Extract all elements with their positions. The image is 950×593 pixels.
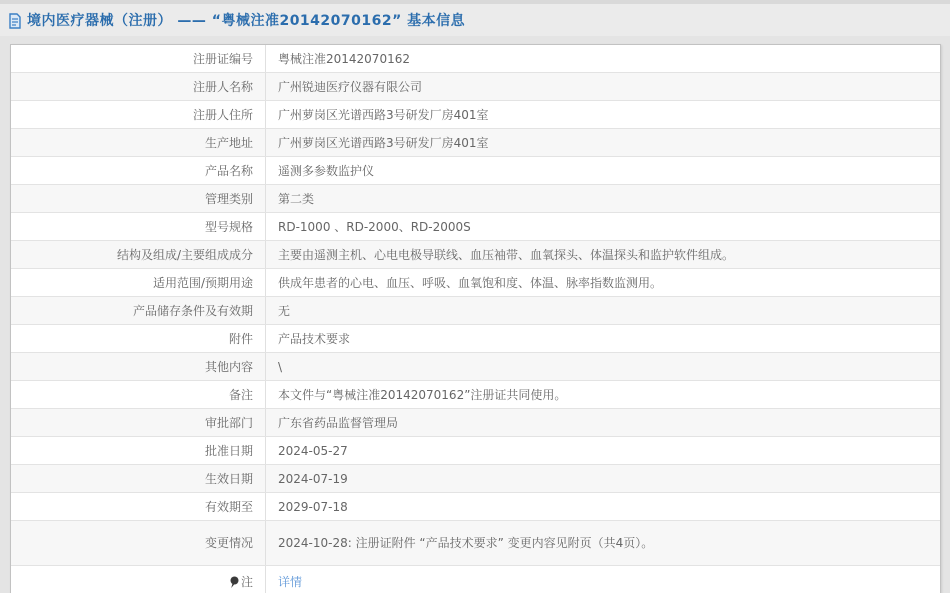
row-label: 注册人名称 xyxy=(11,73,266,100)
row-value: 无 xyxy=(278,303,291,318)
table-row xyxy=(11,241,940,269)
table-row xyxy=(11,493,940,521)
page-header xyxy=(0,4,950,36)
row-value: 2029-07-18 xyxy=(278,499,348,514)
pin-icon xyxy=(230,576,239,589)
row-label: 产品储存条件及有效期 xyxy=(11,297,266,324)
row-value: 产品技术要求 xyxy=(278,331,351,346)
table-row xyxy=(11,297,940,325)
row-value: \ xyxy=(278,359,283,374)
row-label: 有效期至 xyxy=(11,493,266,520)
table-row xyxy=(11,129,940,157)
registration-info-table xyxy=(10,44,941,593)
row-label: 备注 xyxy=(11,381,266,408)
table-row xyxy=(11,213,940,241)
row-value: 广州萝岗区光谱西路3号研发厂房401室 xyxy=(278,107,489,122)
row-value: 2024-10-28: 注册证附件 “产品技术要求” 变更内容见附页（共4页）。 xyxy=(278,536,654,550)
row-value: 本文件与“粤械注准20142070162”注册证共同使用。 xyxy=(278,387,567,402)
document-icon xyxy=(8,13,22,29)
table-row xyxy=(11,465,940,493)
row-value: 广州萝岗区光谱西路3号研发厂房401室 xyxy=(278,135,489,150)
row-label: 生效日期 xyxy=(11,465,266,492)
row-value: 供成年患者的心电、血压、呼吸、血氧饱和度、体温、脉率指数监测用。 xyxy=(278,275,663,290)
row-label: 适用范围/预期用途 xyxy=(11,269,266,296)
table-row xyxy=(11,381,940,409)
row-value: 遥测多参数监护仪 xyxy=(278,163,375,178)
row-label: 其他内容 xyxy=(11,353,266,380)
row-label: 管理类别 xyxy=(11,185,266,212)
row-value: 主要由遥测主机、心电电极导联线、血压袖带、血氧探头、体温探头和监护软件组成。 xyxy=(278,247,735,262)
row-value: 广州锐迪医疗仪器有限公司 xyxy=(278,79,423,94)
row-value: 广东省药品监督管理局 xyxy=(278,415,399,430)
row-value: RD-1000 、RD-2000、RD-2000S xyxy=(278,219,471,234)
row-label: 生产地址 xyxy=(11,129,266,156)
page-title: 境内医疗器械（注册） —— “粤械注准20142070162” 基本信息 xyxy=(27,13,466,29)
note-details-link[interactable]: 详情 xyxy=(278,574,303,589)
row-label: 注册人住所 xyxy=(11,101,266,128)
note-label-text: 注 xyxy=(240,574,253,589)
table-row xyxy=(11,409,940,437)
row-label: 型号规格 xyxy=(11,213,266,240)
table-row xyxy=(11,353,940,381)
note-label xyxy=(11,566,266,593)
table-row-note xyxy=(11,566,940,593)
table-row xyxy=(11,185,940,213)
row-label: 附件 xyxy=(11,325,266,352)
row-value: 粤械注准20142070162 xyxy=(278,51,410,66)
row-label: 注册证编号 xyxy=(11,45,266,72)
row-value: 2024-05-27 xyxy=(278,443,348,458)
row-label: 批准日期 xyxy=(11,437,266,464)
row-label: 变更情况 xyxy=(11,521,266,565)
table-row xyxy=(11,325,940,353)
table-row xyxy=(11,269,940,297)
row-label: 产品名称 xyxy=(11,157,266,184)
table-row xyxy=(11,73,940,101)
row-value: 第二类 xyxy=(278,191,315,206)
table-row xyxy=(11,157,940,185)
table-row xyxy=(11,101,940,129)
table-row xyxy=(11,437,940,465)
row-value: 2024-07-19 xyxy=(278,471,348,486)
row-label: 审批部门 xyxy=(11,409,266,436)
table-row xyxy=(11,521,940,566)
row-label: 结构及组成/主要组成成分 xyxy=(11,241,266,268)
note-value xyxy=(266,569,940,593)
table-row xyxy=(11,45,940,73)
